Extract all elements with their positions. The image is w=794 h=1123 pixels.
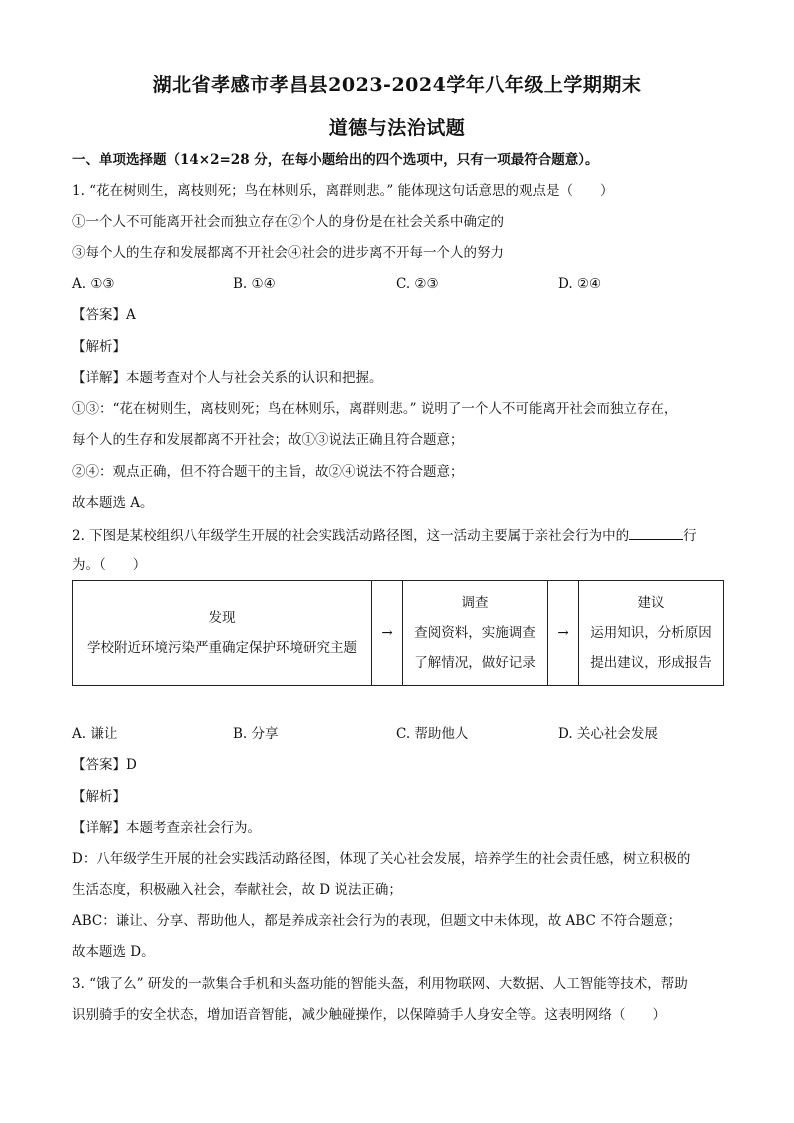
flow-cell-investigate (403, 581, 548, 686)
q2-option-b: B. 分享 (233, 726, 279, 742)
q2-explanation-1: D：八年级学生开展的社会实践活动路径图，体现了关心社会发展，培养学生的社会责任感，树立积极的 (72, 851, 691, 867)
q2-stem (72, 525, 697, 546)
q1-explanation-1: ①③：“花在树则生，离枝则死；鸟在林则乐，离群则悲。” 说明了一个人不可能离开社会而独立存在， (72, 401, 678, 417)
flow-discover-body: 学校附近环境污染严重确定保护环境研究主题 (87, 640, 357, 656)
q2-detail: 【详解】本题考查亲社会行为。 (72, 820, 261, 836)
q1-statement-2: ③每个人的生存和发展都离不开社会④社会的进步离不开每一个人的努力 (72, 245, 504, 261)
q2-explanation-4: 故本题选 D。 (72, 944, 155, 960)
flow-arrow-2: → (548, 581, 579, 686)
q1-stem: 1. “花在树则生，离枝则死；鸟在林则乐，离群则悲。” 能体现这句话意思的观点是（ ） (72, 183, 614, 199)
q2-option-d: D. 关心社会发展 (558, 726, 658, 742)
q3-stem-line1: 3. “饿了么” 研发的一款集合手机和头盔功能的智能头盔，利用物联网、大数据、人工智能等技术，帮助 (72, 976, 688, 992)
q2-answer: 【答案】D (72, 757, 137, 773)
q2-explanation-3: ABC：谦让、分享、帮助他人，都是养成亲社会行为的表现，但题文中未体现，故 ABC 不符合题意； (72, 913, 682, 929)
q2-option-c: C. 帮助他人 (396, 726, 469, 742)
q2-option-a: A. 谦让 (72, 726, 118, 742)
exam-subtitle: 道德与法治试题 (328, 117, 466, 139)
q1-option-c: C. ②③ (396, 276, 439, 292)
section-heading: 一、单项选择题（14×2=28 分，在每小题给出的四个选项中，只有一项最符合题意）。 (72, 152, 599, 168)
flow-arrow-1: → (372, 581, 403, 686)
flow-investigate-title: 调查 (461, 595, 489, 611)
q2-stem-text: 2. 下图是某校组织八年级学生开展的社会实践活动路径图，这一活动主要属于亲社会行为中的 (72, 528, 630, 544)
q2-explanation-2: 生活态度，积极融入社会，奉献社会，故 D 说法正确； (72, 882, 402, 898)
flow-suggest-title: 建议 (637, 595, 665, 611)
activity-flow-table (72, 580, 724, 686)
flow-investigate-line2: 了解情况，做好记录 (414, 655, 536, 671)
q2-stem-cont: 为。（ ） (72, 557, 147, 573)
flow-discover-title: 发现 (208, 610, 236, 626)
flow-cell-suggest (579, 581, 724, 686)
flow-cell-discover (73, 581, 372, 686)
q2-answer-blank (629, 525, 683, 540)
q1-explanation-2: 每个人的生存和发展都离不开社会；故①③说法正确且符合题意； (72, 432, 464, 448)
q1-option-a: A. ①③ (72, 276, 115, 292)
q2-analysis-label: 【解析】 (72, 789, 126, 805)
q1-detail: 【详解】本题考查对个人与社会关系的认识和把握。 (72, 370, 383, 386)
q1-analysis-label: 【解析】 (72, 339, 126, 355)
flow-suggest-line2: 提出建议，形成报告 (590, 655, 712, 671)
flow-suggest-line1: 运用知识，分析原因 (590, 625, 712, 641)
q2-stem-tail: 行 (683, 528, 697, 544)
q1-option-b: B. ①④ (233, 276, 276, 292)
q3-stem-line2: 识别骑手的安全状态，增加语音智能，减少触碰操作，以保障骑手人身安全等。这表明网络（ ） (72, 1007, 666, 1023)
q1-explanation-4: 故本题选 A。 (72, 495, 154, 511)
q1-explanation-3: ②④：观点正确，但不符合题干的主旨，故②④说法不符合题意； (72, 464, 464, 480)
exam-title: 湖北省孝感市孝昌县2023-2024学年八年级上学期期末 (152, 74, 642, 96)
q1-option-d: D. ②④ (558, 276, 602, 292)
q1-statement-1: ①一个人不可能离开社会而独立存在②个人的身份是在社会关系中确定的 (72, 214, 504, 230)
flow-investigate-line1: 查阅资料，实施调查 (414, 625, 536, 641)
q1-answer: 【答案】A (72, 307, 136, 323)
